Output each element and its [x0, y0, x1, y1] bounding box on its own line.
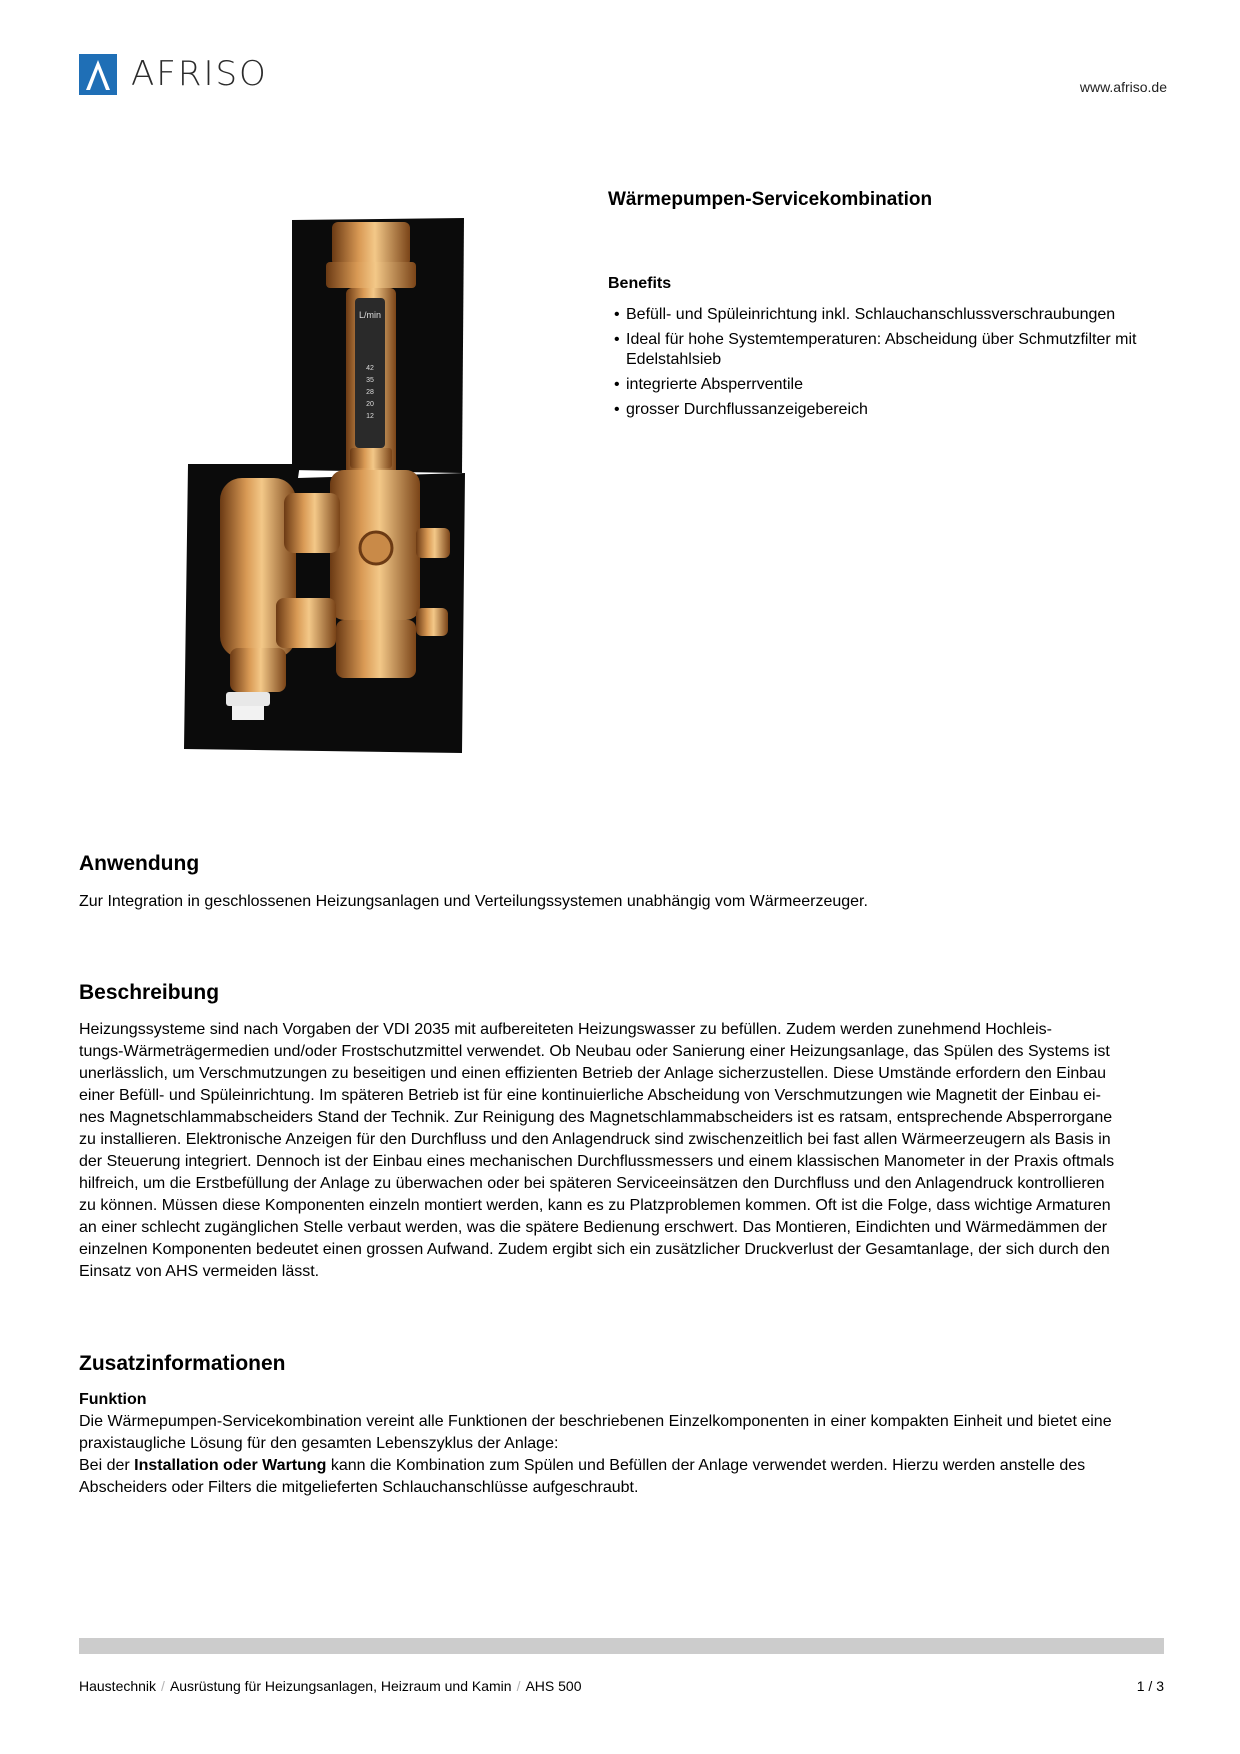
- afriso-logo-mark-icon: [79, 54, 117, 95]
- benefits-heading: Benefits: [608, 275, 672, 292]
- beschreibung-text: [79, 1019, 1164, 1283]
- footer: [79, 1678, 1164, 1694]
- beschreibung-line: hilfreich, um die Erstbefüllung der Anlage zu überwachen oder bei späteren Serviceeinsätzen den Durchfluss und den Anlagendruck kontrollieren: [79, 1175, 1105, 1192]
- page-number: 1 / 3: [1136, 1678, 1164, 1694]
- beschreibung-line: einzelnen Komponenten bedeutet einen grossen Aufwand. Zudem ergibt sich ein zusätzlicher Druckverlust der Gesamtanlage, der sich durch den: [79, 1241, 1110, 1258]
- brand-name: AFRISO: [131, 54, 268, 94]
- bottom-nut: [336, 620, 416, 678]
- product-title: Wärmepumpen-Servicekombination: [608, 189, 933, 210]
- zusatz-line: praxistaugliche Lösung für den gesamten Lebenszyklus der Anlage:: [79, 1435, 559, 1452]
- zusatz-line: [79, 1455, 1164, 1477]
- breadcrumb-separator: /: [161, 1678, 165, 1694]
- product-image: [180, 218, 480, 768]
- zusatz-line-bold: Installation oder Wartung: [134, 1457, 327, 1474]
- benefits-list: [608, 305, 1168, 425]
- benefit-item: • grosser Durchflussanzeigebereich: [608, 400, 1168, 420]
- zusatz-line-pre: Bei der: [79, 1457, 135, 1474]
- benefit-item: • Ideal für hohe Systemtemperaturen: Abscheidung über Schmutzfilter mit Edelstahlsieb: [608, 330, 1168, 370]
- afriso-logo: [79, 54, 268, 95]
- beschreibung-line: einer Befüll- und Spüleinrichtung. Im späteren Betrieb ist für eine kontinuierliche Abscheidung von Verschmutzungen wie Magnetit der Einbau ei-: [79, 1087, 1101, 1104]
- breadcrumb-item[interactable]: AHS 500: [525, 1678, 582, 1694]
- zusatz-heading: Zusatzinformationen: [79, 1352, 286, 1375]
- website-link[interactable]: www.afriso.de: [1079, 79, 1167, 95]
- gauge-tick: 20: [366, 401, 374, 408]
- benefit-item: • integrierte Absperrventile: [608, 375, 1168, 395]
- zusatz-line-post: kann die Kombination zum Spülen und Befüllen der Anlage verwendet werden. Hierzu werden anstelle des: [326, 1457, 1086, 1474]
- beschreibung-heading: Beschreibung: [79, 981, 220, 1004]
- beschreibung-line: Einsatz von AHS vermeiden lässt.: [79, 1263, 320, 1280]
- footer-divider-bar: [79, 1638, 1164, 1654]
- anwendung-heading: Anwendung: [79, 852, 200, 875]
- breadcrumb-item[interactable]: Ausrüstung für Heizungsanlagen, Heizraum und Kamin: [169, 1678, 512, 1694]
- gauge-unit-label: L/min: [358, 310, 382, 320]
- zusatz-line: Abscheiders oder Filters die mitgelieferten Schlauchanschlüsse aufgeschraubt.: [79, 1479, 639, 1496]
- beschreibung-line: zu installieren. Elektronische Anzeigen für den Durchfluss und den Anlagendruck sind zwischenzeitlich bei fast allen Wärmeerzeugern als Basis in: [79, 1131, 1111, 1148]
- top-nut: [332, 222, 410, 266]
- beschreibung-line: nes Magnetschlammabscheiders Stand der Technik. Zur Reinigung des Magnetschlammabscheiders ist es ratsam, entsprechende Absperrorgane: [79, 1109, 1113, 1126]
- breadcrumb-item[interactable]: Haustechnik: [79, 1678, 157, 1694]
- benefit-item: • Befüll- und Spüleinrichtung inkl. Schlauchanschlussverschraubungen: [608, 305, 1168, 325]
- gauge-tick: 42: [366, 365, 374, 372]
- funktion-subheading: Funktion: [79, 1391, 147, 1408]
- beschreibung-line: zu können. Müssen diese Komponenten einzeln montiert werden, kann es zu Platzproblemen kommen. Oft ist die Folge, dass wichtige Armaturen: [79, 1197, 1111, 1214]
- beschreibung-line: an einer schlecht zugänglichen Stelle verbaut werden, was die spätere Bedienung erschwert. Das Montieren, Eindichten und Wärmedämmen der: [79, 1219, 1108, 1236]
- gauge-tick: 35: [366, 377, 374, 384]
- gauge-tick: 12: [366, 413, 374, 420]
- gauge-tick: 28: [366, 389, 374, 396]
- hose-connector: [226, 692, 270, 706]
- breadcrumb: [79, 1678, 582, 1694]
- zusatz-line: Die Wärmepumpen-Servicekombination vereint alle Funktionen der beschriebenen Einzelkomponenten in einer kompakten Einheit und bietet eine: [79, 1413, 1112, 1430]
- beschreibung-line: tungs-Wärmeträgermedien und/oder Frostschutzmittel verwendet. Ob Neubau oder Sanierung einer Heizungsanlage, das Spülen des Systems ist: [79, 1043, 1110, 1060]
- beschreibung-line: unerlässlich, um Verschmutzungen zu beseitigen und einen effizienten Betrieb der Anlage sicherzustellen. Diese Umstände erfordern den Einbau: [79, 1065, 1106, 1082]
- anwendung-text: Zur Integration in geschlossenen Heizungsanlagen und Verteilungssystemen unabhängig vom Wärmeerzeuger.: [79, 893, 868, 910]
- beschreibung-line: der Steuerung integriert. Dennoch ist der Einbau eines mechanischen Durchflussmessers und einem klassischen Manometer in der Praxis oftmals: [79, 1153, 1115, 1170]
- zusatz-text: [79, 1389, 1164, 1499]
- breadcrumb-separator: /: [516, 1678, 521, 1694]
- beschreibung-line: Heizungssysteme sind nach Vorgaben der VDI 2035 mit aufbereiteten Heizungswasser zu befüllen. Zudem werden zunehmend Hochleis-: [79, 1021, 1052, 1038]
